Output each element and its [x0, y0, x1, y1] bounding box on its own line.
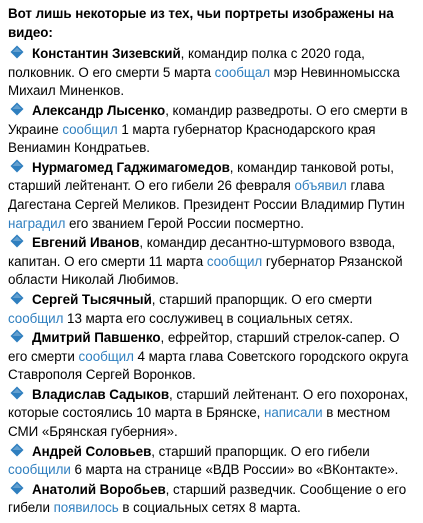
blue-diamond-icon — [10, 443, 24, 457]
person-name: Константин Зизевский — [32, 46, 181, 62]
source-link[interactable]: сообщил — [62, 121, 118, 137]
source-link[interactable]: написали — [263, 405, 323, 421]
list-item — [8, 291, 417, 328]
entry-text: , старший разведчик. Сообщение о его гибели — [8, 481, 407, 516]
source-link[interactable]: сообщил — [8, 310, 64, 326]
entry-text: губернатор Рязанской области Николай Любимов. — [8, 253, 403, 288]
source-link[interactable]: сообщили — [8, 462, 71, 478]
list-item — [8, 443, 417, 480]
blue-diamond-icon — [10, 481, 24, 495]
list-item — [8, 102, 417, 158]
blue-diamond-icon — [10, 329, 24, 343]
entry-text: , командир десантно-штурмового взвода, капитан. О его смерти 11 марта — [8, 235, 396, 269]
blue-diamond-icon — [10, 386, 24, 400]
entry-text: , старший лейтенант. О его похоронах, которые состоялись 10 марта в Брянске, — [8, 386, 409, 421]
list-item — [8, 159, 417, 233]
list-item — [8, 329, 417, 385]
list-item — [8, 386, 417, 442]
person-name: Нурмагомед Гаджимагомедов — [32, 159, 230, 175]
blue-diamond-icon — [10, 159, 24, 173]
entry-text: 13 марта его сослуживец в социальных сетях. — [63, 310, 354, 326]
source-link[interactable]: сообщил — [206, 253, 263, 269]
entry-text: , командир танковой роты, старший лейтенант. О его гибели 26 февраля — [8, 159, 394, 194]
list-item — [8, 481, 417, 518]
person-name: Дмитрий Павшенко — [32, 330, 161, 346]
source-link[interactable]: появилось — [53, 500, 119, 516]
entry-text: в местном СМИ «Брянская губерния». — [8, 405, 391, 440]
person-name: Александр Лысенко — [32, 102, 166, 118]
entry-text: , командир полка с 2020 года, полковник. О его смерти 5 марта — [8, 46, 365, 80]
person-name: Андрей Соловьев — [32, 443, 152, 459]
list-item — [8, 234, 417, 290]
entry-text: глава Дагестана Сергей Меликов. Президент России Владимир Путин — [8, 178, 405, 212]
source-link[interactable]: сообщал — [214, 64, 271, 80]
post-intro: Вот лишь некоторые из тех, чьи портреты изображены на видео: — [8, 6, 394, 40]
entry-text: в социальных сетях 8 марта. — [118, 500, 301, 516]
list-item — [8, 45, 417, 101]
source-link[interactable]: объявил — [294, 178, 347, 194]
entry-text: , ефрейтор, старший стрелок-сапер. О его смерти — [8, 330, 400, 364]
entry-text: 6 марта на странице «ВДВ России» во «ВКонтакте». — [70, 462, 399, 478]
entry-text: , старший прапорщик. О его гибели — [151, 443, 370, 459]
entry-text: мэр Невинномысска Михаил Миненков. — [8, 64, 400, 99]
entry-text: , старший прапорщик. О его смерти — [151, 291, 373, 307]
person-name: Анатолий Воробьев — [32, 481, 166, 497]
source-link[interactable]: сообщил — [78, 348, 134, 364]
entries-list — [8, 45, 417, 518]
blue-diamond-icon — [10, 102, 24, 116]
entry-text: 1 марта губернатор Краснодарского края Вениамин Кондратьев. — [8, 121, 376, 156]
person-name: Сергей Тысячный — [32, 291, 152, 307]
entry-text: , командир разведроты. О его смерти в Украине — [8, 102, 408, 137]
blue-diamond-icon — [10, 45, 24, 59]
person-name: Владислав Садыков — [32, 386, 170, 402]
blue-diamond-icon — [10, 291, 24, 305]
source-link[interactable]: наградил — [8, 215, 66, 231]
person-name: Евгений Иванов — [32, 235, 140, 251]
entry-text: его званием Герой России посмертно. — [65, 215, 304, 231]
blue-diamond-icon — [10, 234, 24, 248]
entry-text: 4 марта глава Советского городского округа Ставрополя Сергей Воронков. — [8, 348, 409, 383]
